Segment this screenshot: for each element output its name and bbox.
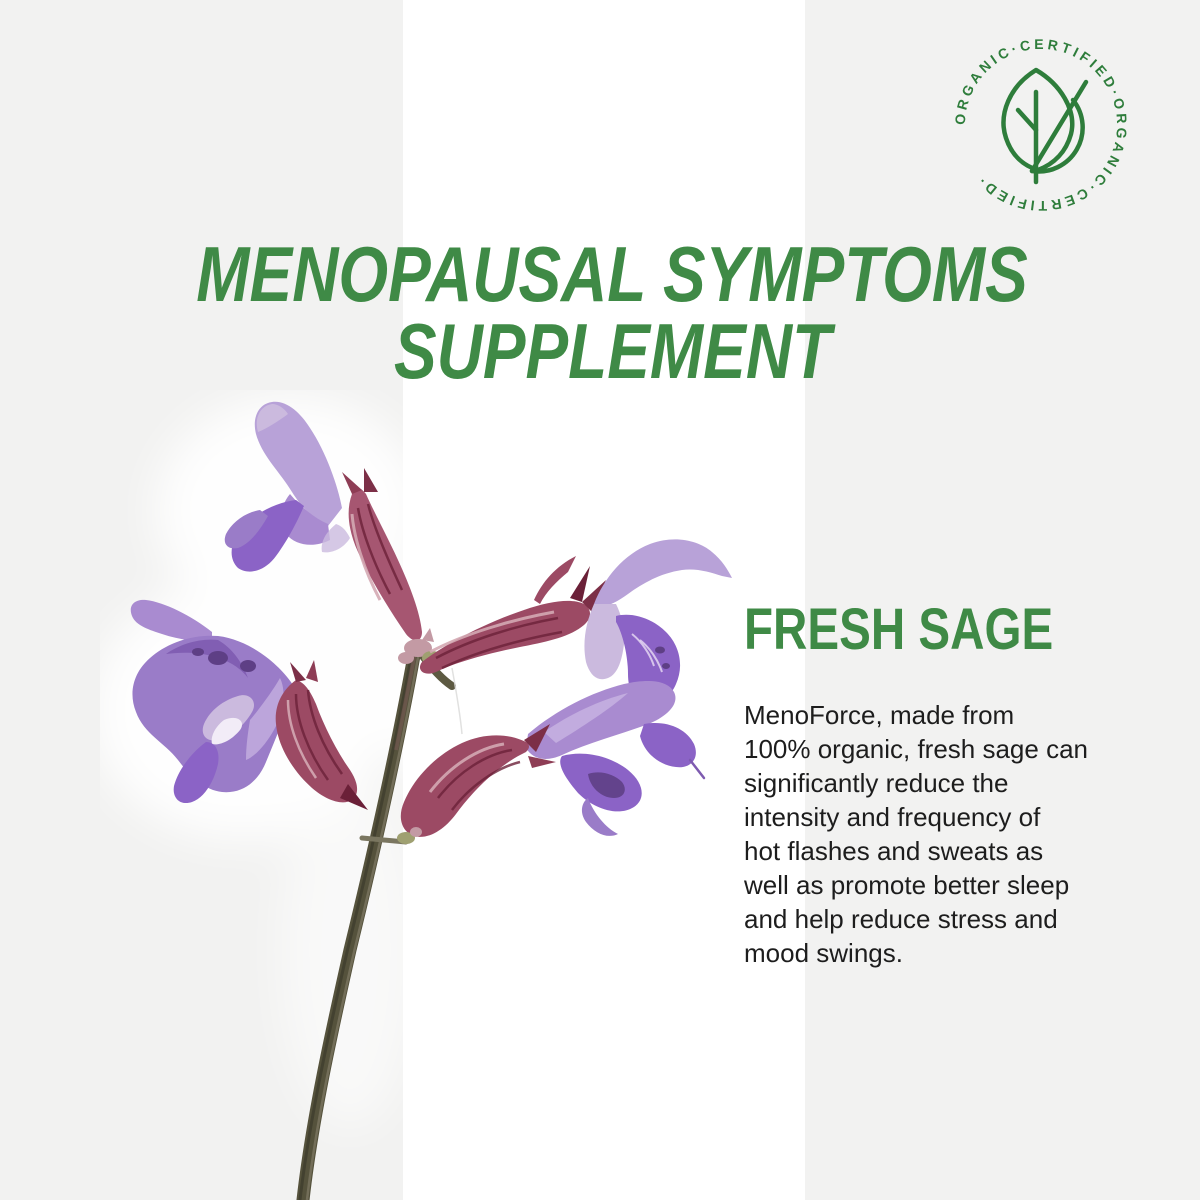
certified-organic-badge (946, 30, 1136, 220)
main-title-line2: SUPPLEMENT (393, 307, 832, 395)
section-body (744, 698, 1088, 970)
body-text-line: 100% organic, fresh sage can (744, 734, 1088, 764)
main-title (0, 230, 1200, 395)
body-text-line: significantly reduce the (744, 768, 1009, 798)
body-text-line: MenoForce, made from (744, 700, 1015, 730)
body-text-line: hot flashes and sweats as (744, 836, 1044, 866)
body-text-line: and help reduce stress and (744, 904, 1058, 934)
body-text-line: mood swings. (744, 938, 903, 968)
section-title: FRESH SAGE (744, 597, 1054, 662)
leaf-check-icon (1004, 70, 1086, 182)
body-text-line: intensity and frequency of (744, 802, 1041, 832)
main-title-line1: MENOPAUSAL SYMPTOMS (196, 230, 1029, 318)
body-text-line: well as promote better sleep (744, 870, 1070, 900)
sage-flower-photo (100, 390, 760, 1200)
badge-circular-text: ORGANIC·CERTIFIED·ORGANIC·CERTIFIED· (951, 35, 1131, 215)
